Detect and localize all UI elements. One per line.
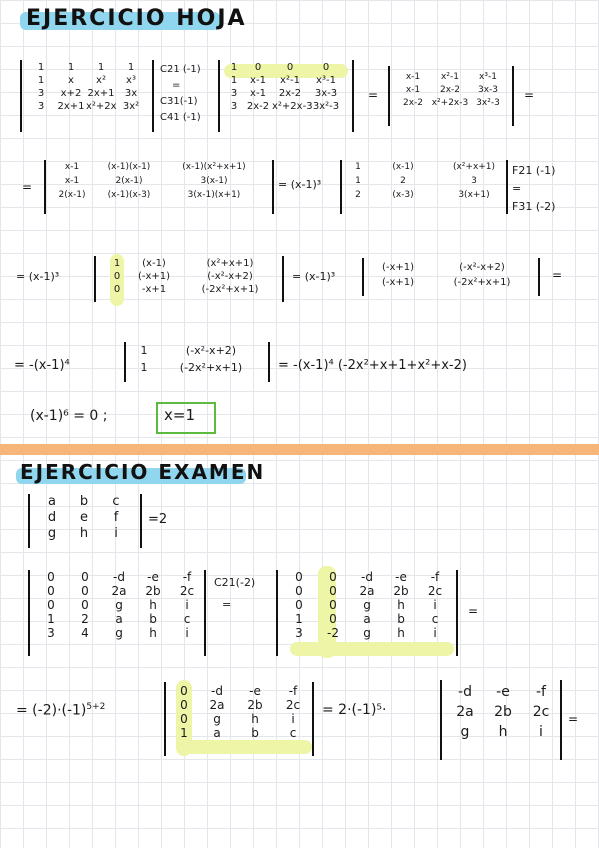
matrix-cell: 2b [393,584,409,598]
matrix-cell: -d [458,684,472,700]
matrix-h3 [396,72,506,108]
matrix-cell: h [397,598,405,612]
det-bar [140,494,142,548]
matrix-cell: (x²+x+1) [206,258,254,269]
matrix-h8 [132,344,266,374]
matrix-cell: 2x-2 [246,101,270,112]
matrix-cell: g [115,598,123,612]
matrix-cell: f [113,510,119,525]
det-bar [440,680,442,760]
det-bar [28,494,30,548]
det-bar [388,66,390,126]
matrix-h2 [224,62,344,112]
matrix-cell: g [363,598,371,612]
matrix-cell: (-x²-x+2) [185,344,237,357]
matrix-cell: 0 [47,584,55,598]
matrix-cell: h [498,724,508,740]
given-value: =2 [148,512,168,527]
matrix-cell: (x-1) [392,162,414,172]
heading-ejercicio-examen: EJERCICIO EXAMEN [20,460,266,484]
matrix-cell: b [79,494,89,509]
det-bar [272,160,274,214]
row-highlight [290,642,454,656]
matrix-cell: -f [182,570,192,584]
matrix-cell: 1 [67,62,75,73]
matrix-cell: (-2x²+x+1) [179,361,243,374]
det-bar [506,160,508,214]
det-bar [218,60,220,132]
matrix-cell: 2a [359,584,375,598]
matrix-cell: d [47,510,57,525]
det-bar [276,570,278,656]
matrix-cell: c [112,494,120,509]
matrix-cell: 0 [254,62,262,73]
matrix-cell: 3 [295,626,303,640]
matrix-cell: h [251,712,259,726]
det-bar [282,256,284,302]
matrix-cell: 0 [295,584,303,598]
op-col-3: C21(-2) = [214,576,256,611]
matrix-cell: 3(x-1) [200,176,228,186]
matrix-cell: x+2 [60,88,82,99]
matrix-cell: 0 [180,684,188,698]
matrix-cell: 1 [140,344,148,357]
matrix-cell: 0 [180,698,188,712]
matrix-cell: 2c [285,698,301,712]
matrix-cell: 2x-2 [278,88,302,99]
matrix-cell: 0 [286,62,294,73]
matrix-cell: 3(x-1)(x+1) [187,190,241,200]
matrix-cell: 0 [329,584,337,598]
factor: = (x-1)³ [16,270,60,283]
matrix-cell: 3x²-3 [312,101,340,112]
det-bar [312,682,314,756]
factor: = (x-1)³ [292,270,336,283]
matrix-cell: b [149,612,157,626]
matrix-e1 [36,494,132,541]
matrix-cell: -d [113,570,125,584]
matrix-e5 [446,684,560,740]
matrix-cell: c [289,726,297,740]
matrix-e3 [282,570,452,640]
matrix-cell: (x-1)(x-1) [107,162,151,172]
matrix-cell: -e [249,684,261,698]
matrix-cell: 3 [47,626,55,640]
matrix-cell: 2c [179,584,195,598]
section-divider [0,444,599,455]
matrix-cell: i [291,712,295,726]
matrix-cell: (-2x²+x+1) [453,277,511,288]
det-bar [204,570,206,656]
det-bar [340,160,342,214]
matrix-cell: 3 [230,88,238,99]
matrix-cell: x²+2x-3 [431,98,469,108]
matrix-cell: 1 [295,612,303,626]
matrix-cell: 0 [47,570,55,584]
det-bar [124,342,126,382]
matrix-cell: b [397,612,405,626]
matrix-cell: 1 [47,612,55,626]
matrix-cell: 1 [180,726,188,740]
matrix-cell: g [363,626,371,640]
det-bar [362,258,364,296]
matrix-cell: 1 [355,176,361,186]
matrix-cell: b [251,726,259,740]
matrix-cell: 2 [400,176,406,186]
matrix-cell: 0 [81,584,89,598]
det-bar [456,570,458,656]
matrix-cell: 1 [355,162,361,172]
matrix-cell: 1 [37,62,45,73]
matrix-cell: (x-1) [142,258,166,269]
matrix-cell: 0 [47,598,55,612]
matrix-cell: -e [496,684,510,700]
equals: = [468,604,479,618]
matrix-cell: 0 [329,598,337,612]
matrix-cell: x-1 [250,75,266,86]
matrix-cell: h [149,626,157,640]
matrix-cell: a [363,612,371,626]
matrix-cell: 2a [456,704,474,720]
matrix-cell: x²+2x [86,101,117,112]
matrix-h6 [108,258,278,295]
det-bar [164,682,166,756]
matrix-cell: (-2x²+x+1) [201,284,259,295]
matrix-cell: a [213,726,221,740]
det-bar [560,680,562,760]
factor: = (x-1)³ [278,178,322,191]
matrix-cell: g [213,712,221,726]
op-col-1: C21 (-1) = C31(-1) C41 (-1) [160,64,201,123]
matrix-cell: x²+2x-3 [272,101,313,112]
matrix-cell: 1 [113,258,121,269]
matrix-cell: 4 [81,626,89,640]
matrix-cell: 1 [37,75,45,86]
matrix-cell: a [48,494,56,509]
factor: = -(x-1)⁴ [14,358,70,373]
matrix-cell: 3 [37,88,45,99]
equals: = [552,268,563,282]
matrix-cell: x-1 [64,162,80,172]
equals: = [368,88,379,102]
answer: x=1 [164,406,195,424]
matrix-cell: x-1 [64,176,80,186]
matrix-cell: x³ [126,75,136,86]
det-bar [28,570,30,656]
matrix-cell: g [460,724,470,740]
matrix-cell: 2c [532,704,550,720]
matrix-cell: 1 [230,75,238,86]
det-bar [538,258,540,296]
matrix-cell: x-1 [405,72,421,82]
det-bar [352,60,354,132]
matrix-cell: x²-1 [441,72,459,82]
matrix-cell: -f [288,684,298,698]
matrix-cell: 0 [180,712,188,726]
matrix-h7 [366,262,534,288]
matrix-cell: 2 [81,612,89,626]
matrix-cell: c [183,612,191,626]
matrix-h5 [346,162,512,200]
matrix-cell: 3x² [122,101,140,112]
det-bar [512,66,514,126]
factor: = $(-2)\cdot(-1)^{5+2}$ [16,702,106,719]
matrix-cell: 0 [295,570,303,584]
matrix-cell: 2x-2 [402,98,424,108]
matrix-cell: 2 [355,190,361,200]
matrix-cell: 2(x-1) [115,176,143,186]
matrix-cell: 2(x-1) [58,190,86,200]
matrix-cell: 0 [113,271,121,282]
matrix-cell: 2x-2 [439,85,461,95]
equals: = [22,180,33,194]
matrix-h1 [26,62,146,112]
matrix-cell: -e [395,570,407,584]
matrix-cell: (-x+1) [137,271,171,282]
matrix-cell: -f [430,570,440,584]
matrix-cell: 0 [81,570,89,584]
matrix-cell: -d [361,570,373,584]
matrix-cell: 0 [81,598,89,612]
matrix-cell: 2x+1 [87,88,115,99]
matrix-cell: 2b [494,704,512,720]
matrix-cell: (x-3) [392,190,414,200]
matrix-cell: g [115,626,123,640]
matrix-cell: 3 [230,101,238,112]
matrix-cell: 0 [295,598,303,612]
matrix-cell: 3 [471,176,477,186]
matrix-cell: x²-1 [280,75,300,86]
matrix-cell: -x+1 [141,284,167,295]
matrix-cell: 1 [230,62,238,73]
matrix-cell: a [115,612,123,626]
det-bar [44,160,46,214]
matrix-cell: 2b [247,698,263,712]
matrix-cell: 1 [97,62,105,73]
matrix-cell: i [185,598,189,612]
matrix-cell: x [68,75,74,86]
matrix-cell: -f [536,684,546,700]
matrix-cell: x³-1 [479,72,497,82]
det-bar [152,60,154,132]
det-bar [268,342,270,382]
op-col-2: F21 (-1) = F31 (-2) [512,164,556,213]
matrix-cell: (-x+1) [381,277,415,288]
matrix-cell: (x-1)(x-3) [107,190,151,200]
matrix-cell: 0 [113,284,121,295]
matrix-cell: 0 [329,570,337,584]
equals: = [568,712,579,726]
matrix-cell: h [397,626,405,640]
matrix-cell: -d [211,684,223,698]
heading-ejercicio-hoja: EJERCICIO HOJA [26,6,247,31]
matrix-cell: i [433,626,437,640]
det-bar [94,256,96,302]
matrix-cell: 1 [127,62,135,73]
equals: = [524,88,535,102]
det-bar [20,60,22,132]
result-expression: = -(x-1)⁴ (-2x²+x+1+x²+x-2) [278,358,467,373]
matrix-h4 [50,162,264,200]
matrix-cell: 3x [124,88,138,99]
matrix-cell: (-x+1) [381,262,415,273]
matrix-cell: 2c [427,584,443,598]
matrix-cell: i [433,598,437,612]
matrix-cell: 2a [209,698,225,712]
matrix-cell: -e [147,570,159,584]
matrix-cell: -2 [327,626,339,640]
matrix-e4 [170,684,312,740]
matrix-cell: x-1 [250,88,266,99]
matrix-cell: i [539,724,543,740]
matrix-cell: h [79,526,89,541]
matrix-cell: 3x-3 [477,85,499,95]
final-equation: (x-1)⁶ = 0 ; [30,408,108,424]
matrix-cell: x³-1 [316,75,336,86]
matrix-e2 [34,570,204,640]
matrix-cell: 3 [37,101,45,112]
matrix-cell: x² [96,75,106,86]
matrix-cell: 1 [140,361,148,374]
matrix-cell: 2a [111,584,127,598]
matrix-cell: g [47,526,57,541]
matrix-cell: e [80,510,88,525]
matrix-cell: 3(x+1) [458,190,490,200]
matrix-cell: 0 [329,612,337,626]
matrix-cell: 2b [145,584,161,598]
matrix-cell: c [431,612,439,626]
matrix-cell: 0 [322,62,330,73]
matrix-cell: h [149,598,157,612]
factor: = 2·(-1)⁵· [322,702,387,718]
matrix-cell: (x²+x+1) [452,162,496,172]
matrix-cell: 2x+1 [57,101,85,112]
matrix-cell: i [185,626,189,640]
matrix-cell: x-1 [405,85,421,95]
matrix-cell: (-x²-x+2) [459,262,505,273]
row-highlight [176,740,312,754]
matrix-cell: (-x²-x+2) [207,271,253,282]
matrix-cell: i [114,526,118,541]
matrix-cell: 3x-3 [314,88,338,99]
matrix-cell: (x-1)(x²+x+1) [182,162,246,172]
matrix-cell: 3x²-3 [476,98,500,108]
